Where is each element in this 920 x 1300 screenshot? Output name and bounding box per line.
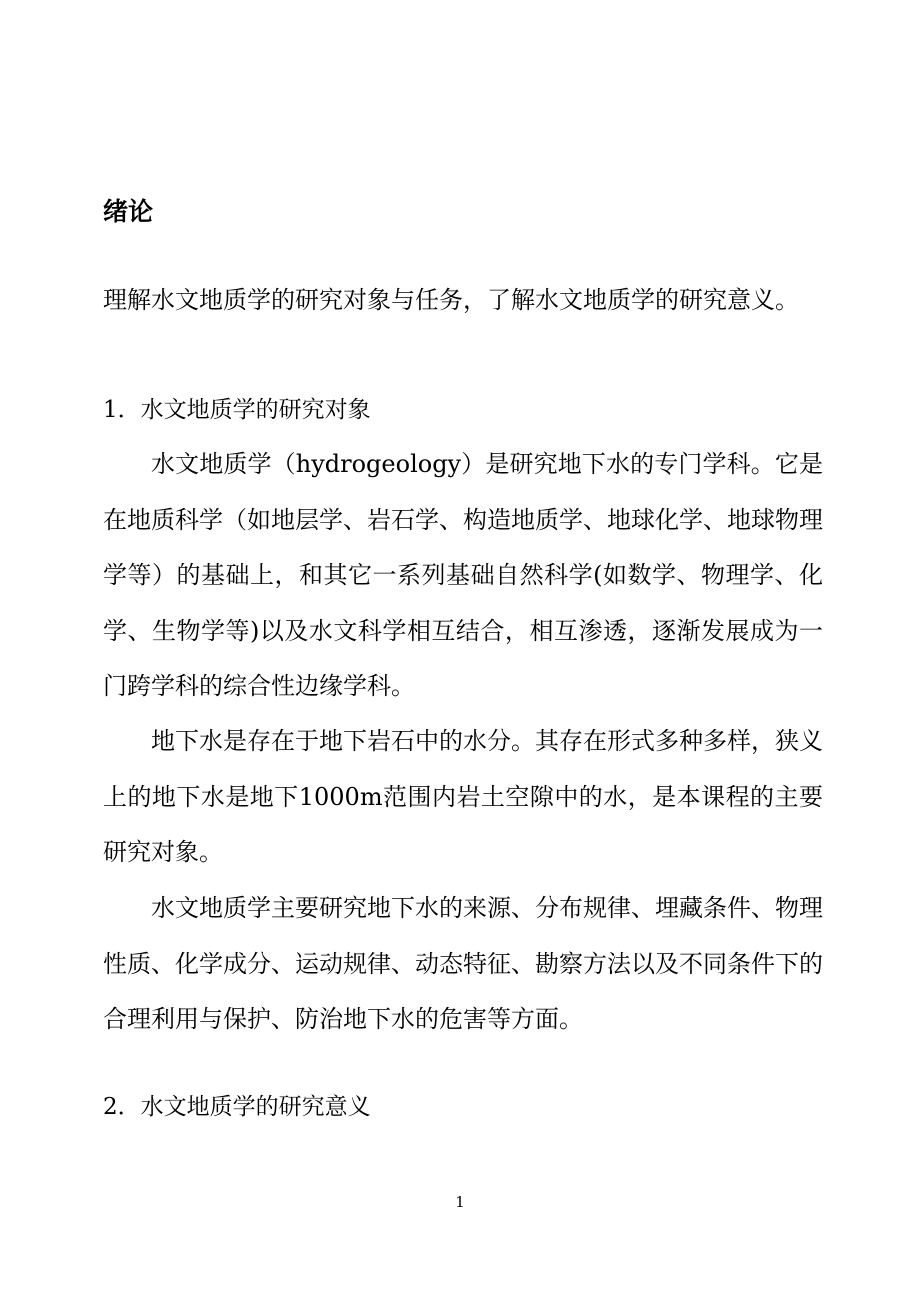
learning-objective: 理解水文地质学的研究对象与任务，了解水文地质学的研究意义。	[103, 286, 799, 314]
paragraph-definition: 水文地质学（hydrogeology）是研究地下水的专门学科。它是在地质科学（如地层学、岩石学、构造地质学、地球化学、地球物理学等）的基础上，和其它一系列基础自然科学(如数学、物理学、化学、生物学等)以及水文科学相互结合，相互渗透，逐渐发展成为一门跨学科的综合性边缘学科。	[103, 450, 823, 700]
page-number: 1	[455, 1193, 465, 1211]
section-heading-research-object: 1．水文地质学的研究对象	[103, 397, 371, 423]
document-title: 绪论	[103, 197, 154, 226]
section-heading-research-significance: 2．水文地质学的研究意义	[103, 1094, 371, 1120]
paragraph-research-scope: 水文地质学主要研究地下水的来源、分布规律、埋藏条件、物理性质、化学成分、运动规律、动态特征、勘察方法以及不同条件下的合理利用与保护、防治地下水的危害等方面。	[103, 894, 823, 1033]
paragraph-groundwater: 地下水是存在于地下岩石中的水分。其存在形式多种多样，狭义上的地下水是地下1000m范围内岩土空隙中的水，是本课程的主要研究对象。	[103, 727, 823, 866]
